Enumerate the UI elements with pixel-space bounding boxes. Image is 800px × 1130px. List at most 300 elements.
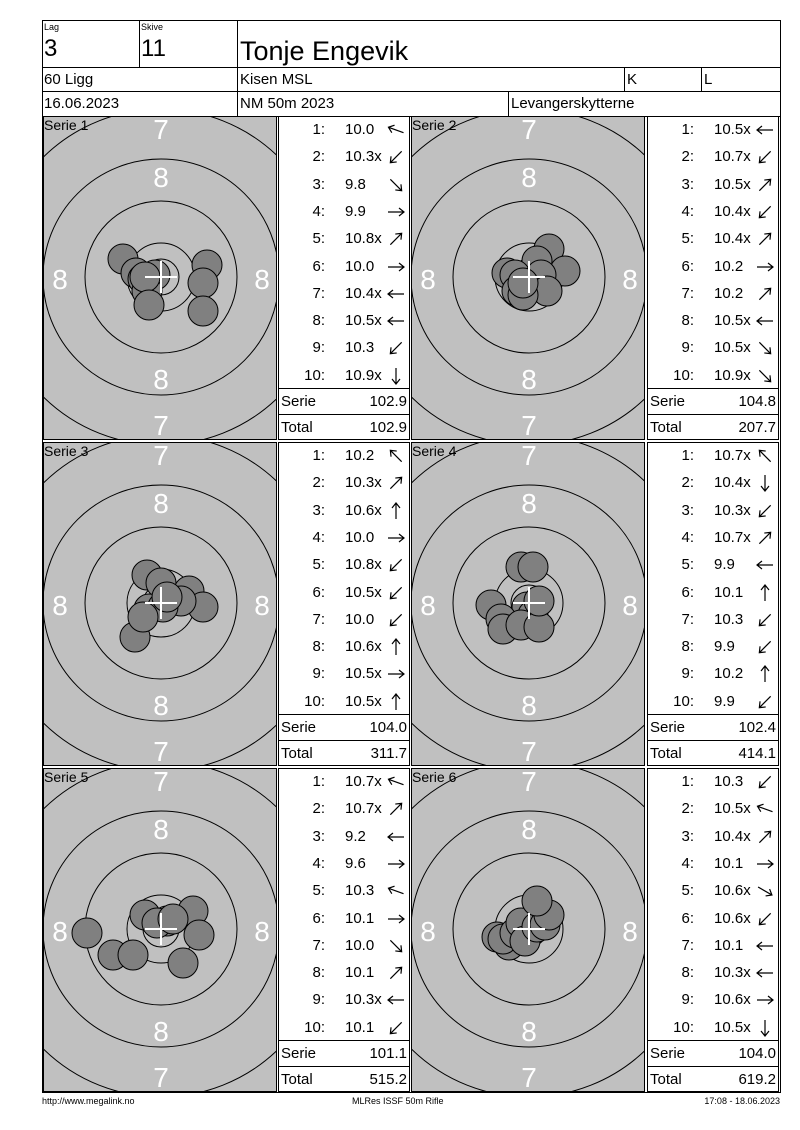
score-column-2 (647, 116, 779, 440)
direction-arrow-icon (754, 853, 776, 875)
shot-row (279, 1015, 411, 1042)
shot-value: 10.1 (345, 909, 375, 927)
ring-number: 8 (254, 264, 270, 295)
shot-row (648, 117, 780, 144)
shot-hole (184, 920, 214, 950)
shot-value: 9.8 (345, 175, 366, 193)
shot-value: 10.4x (345, 284, 382, 302)
direction-arrow-icon (385, 663, 407, 685)
shot-value: 10.6x (714, 909, 751, 927)
ring-number: 8 (153, 1016, 169, 1047)
shot-value: 10.3 (714, 610, 744, 628)
shot-row (648, 363, 780, 390)
series-label: Serie 1 (44, 117, 89, 133)
shot-hole (152, 582, 182, 612)
ring-number: 8 (153, 814, 169, 845)
target-3 (43, 442, 277, 766)
ring-number: 8 (622, 916, 638, 947)
ring-number: 8 (622, 264, 638, 295)
direction-arrow-icon (754, 691, 776, 713)
target-5 (43, 768, 277, 1092)
shot-value: 10.0 (345, 610, 375, 628)
shot-row (648, 443, 780, 470)
running-total-row (279, 1066, 409, 1093)
shot-number: 9: (681, 991, 694, 1009)
shot-value: 10.4x (714, 827, 751, 845)
shot-number: 3: (681, 501, 694, 519)
shot-number: 8: (681, 312, 694, 330)
direction-arrow-icon (754, 256, 776, 278)
ring-number: 7 (153, 443, 169, 471)
direction-arrow-icon (754, 582, 776, 604)
shot-value: 10.5x (345, 665, 382, 683)
shot-value: 10.6x (345, 638, 382, 656)
shot-value: 10.1 (345, 1018, 375, 1036)
ring-number: 7 (521, 736, 537, 766)
shot-row (648, 607, 780, 634)
shot-row (648, 308, 780, 335)
shot-number: 5: (312, 556, 325, 574)
shot-row (279, 878, 411, 905)
skive-value: 11 (141, 35, 166, 62)
ring-number: 8 (254, 590, 270, 621)
series-sum-row (648, 1040, 778, 1067)
score-column-1 (278, 116, 410, 440)
shot-row (279, 443, 411, 470)
shot-value: 10.3 (345, 339, 375, 357)
shot-value: 10.5x (714, 339, 751, 357)
shot-value: 10.2 (714, 257, 744, 275)
shot-row (279, 580, 411, 607)
direction-arrow-icon (754, 228, 776, 250)
shot-row (648, 796, 780, 823)
shot-value: 10.4x (714, 202, 751, 220)
shot-value: 10.2 (714, 665, 744, 683)
shot-row (648, 960, 780, 987)
shot-hole (118, 940, 148, 970)
shot-hole (522, 886, 552, 916)
running-total-label: Total (650, 745, 682, 762)
ring-number: 8 (153, 162, 169, 193)
shot-row (648, 580, 780, 607)
series-sum-label: Serie (281, 1045, 317, 1062)
score-column-4 (647, 442, 779, 766)
running-total-value: 102.9 (369, 419, 407, 436)
shot-row (648, 525, 780, 552)
ring-number: 8 (52, 590, 68, 621)
shot-number: 9: (681, 665, 694, 683)
shot-value: 10.3x (345, 991, 382, 1009)
shot-number: 4: (681, 528, 694, 546)
shot-value: 10.5x (714, 175, 751, 193)
shot-number: 2: (312, 148, 325, 166)
shot-number: 7: (312, 284, 325, 302)
shot-value: 10.5x (714, 121, 751, 138)
running-total-row (648, 1066, 778, 1093)
running-total-row (648, 740, 778, 767)
shot-value: 10.4x (714, 230, 751, 248)
direction-arrow-icon (754, 826, 776, 848)
ring-number: 8 (521, 364, 537, 395)
shot-number: 9: (681, 339, 694, 357)
shot-value: 10.0 (345, 936, 375, 954)
shot-number: 3: (681, 175, 694, 193)
shot-row (648, 281, 780, 308)
direction-arrow-icon (385, 174, 407, 196)
shot-number: 4: (312, 528, 325, 546)
series-label: Serie 6 (412, 769, 457, 785)
ring-number: 8 (420, 590, 436, 621)
shot-row (279, 661, 411, 688)
target-6 (411, 768, 645, 1092)
direction-arrow-icon (385, 853, 407, 875)
shot-value: 10.1 (345, 964, 375, 982)
shot-row (279, 689, 411, 716)
shot-row (648, 851, 780, 878)
direction-arrow-icon (385, 283, 407, 305)
shot-number: 6: (681, 909, 694, 927)
shot-hole (134, 290, 164, 320)
running-total-label: Total (281, 1071, 313, 1088)
series-sum-value: 104.8 (738, 393, 776, 410)
shot-number: 1: (681, 121, 694, 138)
shot-hole (508, 268, 538, 298)
shot-number: 10: (673, 366, 694, 384)
shot-row (279, 851, 411, 878)
shot-number: 5: (681, 556, 694, 574)
direction-arrow-icon (385, 962, 407, 984)
shot-value: 10.3 (345, 882, 375, 900)
shot-number: 8: (312, 312, 325, 330)
direction-arrow-icon (754, 472, 776, 494)
shot-number: 2: (681, 800, 694, 818)
shot-number: 3: (681, 827, 694, 845)
shot-row (279, 363, 411, 390)
direction-arrow-icon (385, 337, 407, 359)
direction-arrow-icon (754, 445, 776, 467)
direction-arrow-icon (754, 962, 776, 984)
footer-url: http://www.megalink.no (42, 1096, 135, 1106)
series-sum-row (648, 388, 778, 415)
series-label: Serie 5 (44, 769, 89, 785)
direction-arrow-icon (754, 771, 776, 793)
ring-number: 8 (521, 1016, 537, 1047)
shot-number: 7: (312, 936, 325, 954)
direction-arrow-icon (385, 582, 407, 604)
ring-number: 7 (153, 769, 169, 797)
running-total-value: 207.7 (738, 419, 776, 436)
shot-number: 1: (681, 447, 694, 464)
direction-arrow-icon (754, 283, 776, 305)
direction-arrow-icon (754, 554, 776, 576)
direction-arrow-icon (385, 798, 407, 820)
running-total-row (279, 414, 409, 441)
shot-value: 9.9 (714, 638, 735, 656)
shot-number: 1: (312, 447, 325, 464)
shot-value: 10.4x (714, 474, 751, 492)
direction-arrow-icon (385, 445, 407, 467)
shot-number: 3: (312, 175, 325, 193)
shot-value: 10.1 (714, 583, 744, 601)
shot-value: 9.9 (345, 202, 366, 220)
ring-number: 8 (254, 916, 270, 947)
direction-arrow-icon (754, 636, 776, 658)
shot-value: 10.2 (345, 447, 375, 464)
series-label: Serie 2 (412, 117, 457, 133)
shot-row (279, 144, 411, 171)
direction-arrow-icon (754, 201, 776, 223)
ring-number: 7 (521, 769, 537, 797)
shot-number: 7: (312, 610, 325, 628)
shot-number: 1: (312, 773, 325, 790)
shot-number: 6: (681, 583, 694, 601)
shot-value: 10.3x (345, 474, 382, 492)
shot-row (279, 987, 411, 1014)
shooter-name: Tonje Engevik (240, 36, 409, 66)
shot-number: 10: (673, 692, 694, 710)
shot-row (648, 199, 780, 226)
shot-value: 10.6x (345, 501, 382, 519)
shot-number: 1: (681, 773, 694, 790)
k-label: K (627, 71, 638, 88)
direction-arrow-icon (754, 609, 776, 631)
running-total-value: 311.7 (370, 745, 407, 762)
direction-arrow-icon (754, 500, 776, 522)
shot-row (648, 172, 780, 199)
shot-value: 10.3x (714, 964, 751, 982)
target-face (412, 443, 645, 766)
direction-arrow-icon (754, 935, 776, 957)
shot-row (279, 498, 411, 525)
shot-number: 10: (673, 1018, 694, 1036)
shot-number: 8: (681, 638, 694, 656)
shot-number: 10: (304, 366, 325, 384)
shot-row (279, 906, 411, 933)
shot-value: 10.9x (345, 366, 382, 384)
ring-number: 8 (153, 690, 169, 721)
shot-value: 10.5x (714, 1018, 751, 1036)
shot-number: 4: (312, 202, 325, 220)
class-name: 60 Ligg (44, 71, 94, 88)
skive-label: Skive (141, 22, 164, 32)
target-face (412, 769, 645, 1092)
shot-row (279, 960, 411, 987)
target-face (44, 117, 277, 440)
shot-value: 10.8x (345, 230, 382, 248)
shot-value: 10.5x (345, 312, 382, 330)
direction-arrow-icon (385, 609, 407, 631)
ring-number: 7 (521, 1062, 537, 1092)
direction-arrow-icon (385, 310, 407, 332)
shot-hole (188, 268, 218, 298)
ring-number: 8 (52, 916, 68, 947)
shot-row (279, 525, 411, 552)
shot-number: 4: (312, 854, 325, 872)
shot-value: 10.6x (714, 882, 751, 900)
shot-row (648, 552, 780, 579)
shot-number: 7: (681, 284, 694, 302)
direction-arrow-icon (385, 935, 407, 957)
shot-row (279, 933, 411, 960)
series-sum-label: Serie (650, 1045, 686, 1062)
club-name: Kisen MSL (240, 71, 313, 88)
series-sum-value: 104.0 (369, 719, 407, 736)
ring-number: 7 (153, 410, 169, 440)
direction-arrow-icon (385, 908, 407, 930)
ring-number: 8 (153, 488, 169, 519)
shot-number: 5: (312, 230, 325, 248)
shot-row (648, 933, 780, 960)
shot-value: 10.0 (345, 528, 375, 546)
shot-number: 8: (312, 964, 325, 982)
venue-name: Levangerskytterne (511, 95, 635, 112)
target-2 (411, 116, 645, 440)
shot-row (648, 226, 780, 253)
direction-arrow-icon (754, 527, 776, 549)
shot-hole (168, 948, 198, 978)
shot-number: 1: (312, 121, 325, 138)
shot-row (279, 769, 411, 796)
series-sum-row (279, 714, 409, 741)
ring-number: 8 (622, 590, 638, 621)
direction-arrow-icon (754, 989, 776, 1011)
shot-row (279, 796, 411, 823)
shot-value: 10.3x (714, 501, 751, 519)
series-sum-value: 102.4 (738, 719, 776, 736)
ring-number: 8 (521, 690, 537, 721)
ring-number: 8 (420, 264, 436, 295)
series-sum-value: 102.9 (369, 393, 407, 410)
shot-row (648, 987, 780, 1014)
score-column-5 (278, 768, 410, 1092)
shot-hole (128, 602, 158, 632)
lag-label: Lag (44, 22, 60, 32)
shot-number: 3: (312, 501, 325, 519)
direction-arrow-icon (385, 500, 407, 522)
shot-number: 9: (312, 665, 325, 683)
shot-row (279, 824, 411, 851)
shot-value: 10.6x (714, 991, 751, 1009)
shot-row (648, 335, 780, 362)
ring-number: 8 (52, 264, 68, 295)
direction-arrow-icon (385, 826, 407, 848)
target-1 (43, 116, 277, 440)
running-total-value: 414.1 (738, 745, 776, 762)
direction-arrow-icon (385, 201, 407, 223)
shot-hole (518, 552, 548, 582)
ring-number: 8 (521, 488, 537, 519)
direction-arrow-icon (385, 365, 407, 387)
shot-number: 7: (681, 610, 694, 628)
shot-value: 10.5x (714, 800, 751, 818)
shot-row (279, 308, 411, 335)
shot-row (279, 199, 411, 226)
shot-value: 10.2 (714, 284, 744, 302)
shot-number: 6: (312, 909, 325, 927)
direction-arrow-icon (754, 798, 776, 820)
running-total-value: 515.2 (369, 1071, 407, 1088)
shot-row (279, 607, 411, 634)
shot-value: 10.7x (714, 148, 751, 166)
shot-value: 10.7x (345, 800, 382, 818)
shot-number: 3: (312, 827, 325, 845)
footer-printed: 17:08 - 18.06.2023 (704, 1096, 780, 1106)
lag-value: 3 (44, 35, 58, 62)
shot-row (648, 470, 780, 497)
shot-value: 10.5x (345, 692, 382, 710)
shot-row (279, 172, 411, 199)
shot-value: 10.5x (714, 312, 751, 330)
series-sum-value: 101.1 (369, 1045, 407, 1062)
shot-value: 9.2 (345, 827, 366, 845)
direction-arrow-icon (385, 989, 407, 1011)
shot-value: 10.3 (714, 773, 744, 790)
running-total-value: 619.2 (738, 1071, 776, 1088)
running-total-row (648, 414, 778, 441)
direction-arrow-icon (385, 256, 407, 278)
shot-number: 2: (681, 474, 694, 492)
ring-number: 8 (521, 814, 537, 845)
running-total-label: Total (650, 419, 682, 436)
direction-arrow-icon (754, 1017, 776, 1039)
shot-row (648, 144, 780, 171)
shot-number: 5: (681, 882, 694, 900)
shot-row (648, 634, 780, 661)
direction-arrow-icon (385, 771, 407, 793)
shot-value: 10.1 (714, 854, 744, 872)
shot-number: 4: (681, 854, 694, 872)
shot-number: 10: (304, 692, 325, 710)
ring-number: 7 (521, 117, 537, 145)
series-label: Serie 4 (412, 443, 457, 459)
direction-arrow-icon (754, 365, 776, 387)
shot-row (648, 498, 780, 525)
score-column-3 (278, 442, 410, 766)
shot-row (279, 226, 411, 253)
shot-value: 10.1 (714, 936, 744, 954)
shot-number: 9: (312, 339, 325, 357)
shot-value: 10.5x (345, 583, 382, 601)
shot-value: 10.7x (345, 773, 382, 790)
shot-number: 4: (681, 202, 694, 220)
shot-row (279, 552, 411, 579)
direction-arrow-icon (385, 880, 407, 902)
shot-number: 5: (681, 230, 694, 248)
direction-arrow-icon (385, 1017, 407, 1039)
event-name: NM 50m 2023 (240, 95, 335, 112)
direction-arrow-icon (754, 119, 776, 141)
shot-number: 7: (681, 936, 694, 954)
shot-row (279, 281, 411, 308)
shot-row (648, 689, 780, 716)
shot-number: 2: (312, 800, 325, 818)
shot-row (648, 661, 780, 688)
shot-value: 10.8x (345, 556, 382, 574)
shot-number: 2: (681, 148, 694, 166)
shot-number: 8: (681, 964, 694, 982)
direction-arrow-icon (754, 310, 776, 332)
shot-number: 6: (681, 257, 694, 275)
shot-hole (188, 296, 218, 326)
score-column-6 (647, 768, 779, 1092)
shot-row (648, 1015, 780, 1042)
shot-row (279, 117, 411, 144)
shot-row (279, 470, 411, 497)
direction-arrow-icon (385, 527, 407, 549)
l-label: L (704, 71, 713, 88)
ring-number: 8 (521, 162, 537, 193)
series-sum-label: Serie (281, 719, 317, 736)
